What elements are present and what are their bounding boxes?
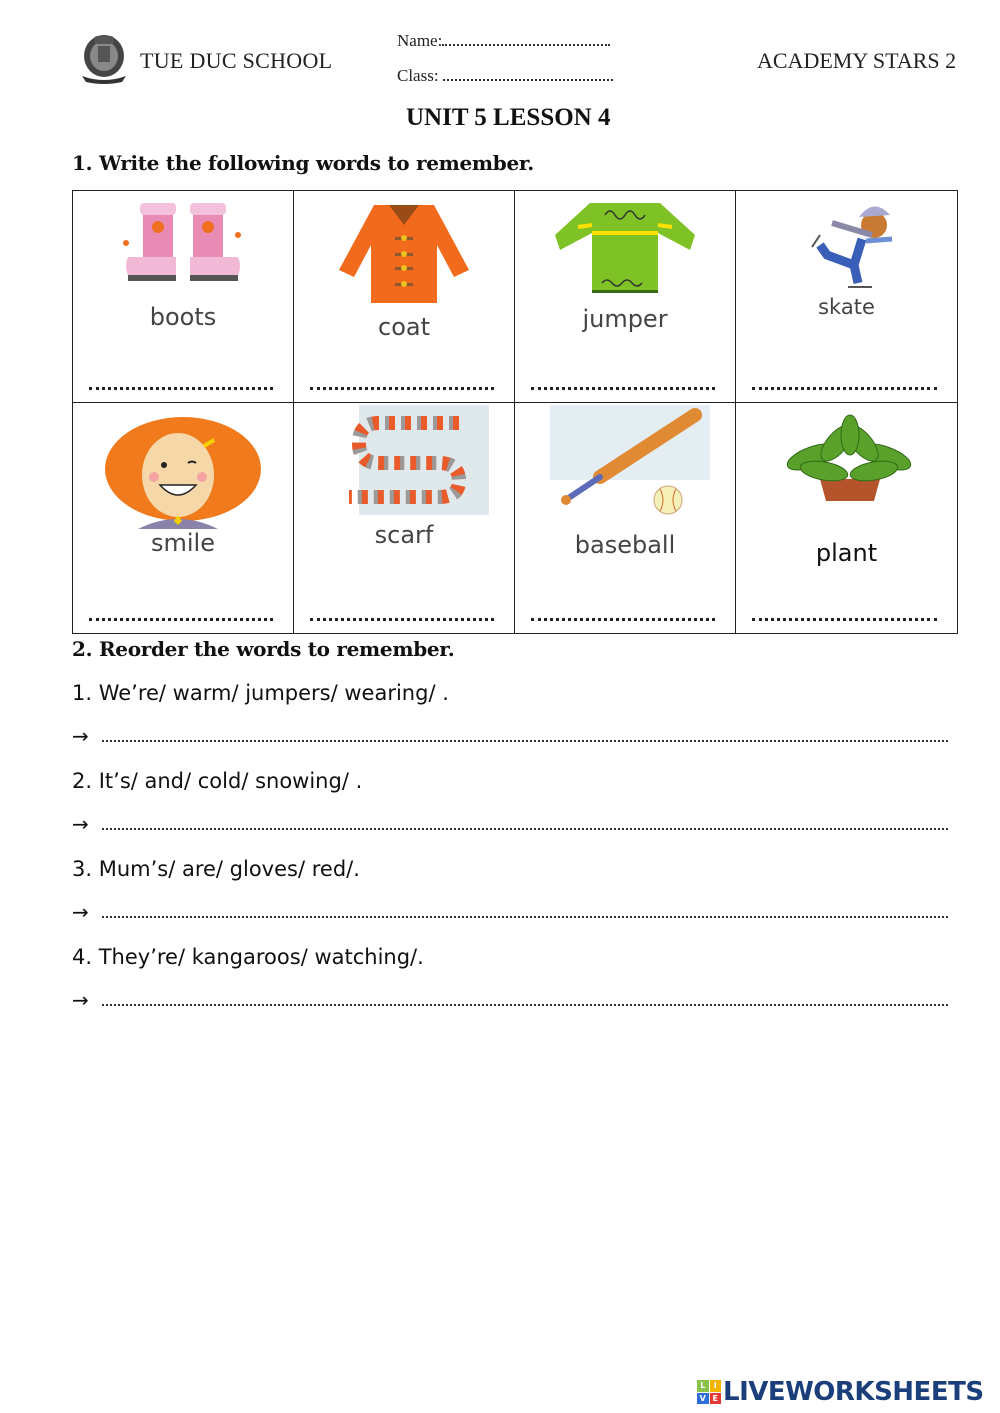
answer-line-4[interactable] xyxy=(72,988,948,1014)
coat-icon xyxy=(319,195,489,295)
vocab-card-baseball xyxy=(515,403,736,633)
vocab-card-plant xyxy=(736,403,957,633)
answer-blank[interactable] xyxy=(531,612,715,621)
answer-blank[interactable] xyxy=(752,612,937,621)
badge-letter: I xyxy=(710,1380,722,1392)
vocab-card-jumper xyxy=(515,191,736,403)
badge-letter: V xyxy=(697,1393,709,1405)
vocab-card-scarf xyxy=(294,403,515,633)
answer-blank[interactable] xyxy=(89,381,273,390)
vocab-card-coat xyxy=(294,191,515,403)
answer-blank[interactable] xyxy=(102,916,948,918)
vocab-word: smile xyxy=(151,529,215,557)
jumper-icon xyxy=(540,195,710,295)
answer-blank[interactable] xyxy=(310,612,494,621)
vocabulary-grid xyxy=(72,190,958,634)
answer-blank[interactable] xyxy=(89,612,273,621)
name-field[interactable] xyxy=(397,30,610,51)
answer-blank[interactable] xyxy=(310,381,494,390)
vocab-card-boots xyxy=(73,191,294,403)
reorder-prompt-3: 3. Mum’s/ are/ gloves/ red/. xyxy=(72,857,360,881)
answer-blank[interactable] xyxy=(102,740,948,742)
section-2-title: 2. Reorder the words to remember. xyxy=(72,637,455,661)
skater-icon xyxy=(762,195,932,295)
vocab-word: skate xyxy=(818,295,875,319)
scarf-icon xyxy=(319,405,489,515)
answer-line-1[interactable] xyxy=(72,724,948,750)
baseball-bat-icon xyxy=(540,405,710,517)
page-title: UNIT 5 LESSON 4 xyxy=(406,104,611,131)
vocab-card-skate xyxy=(736,191,957,403)
vocab-word: baseball xyxy=(574,531,676,559)
answer-line-2[interactable] xyxy=(72,812,948,838)
smiling-girl-icon xyxy=(98,413,268,529)
answer-blank[interactable] xyxy=(102,1004,948,1006)
vocab-word: scarf xyxy=(374,521,434,549)
class-label: Class: xyxy=(397,66,439,85)
liveworksheets-logo xyxy=(697,1377,984,1407)
vocab-word: coat xyxy=(378,313,430,341)
badge-letter: L xyxy=(697,1380,709,1392)
vocab-word: plant xyxy=(815,539,878,567)
course-name: ACADEMY STARS 2 xyxy=(757,48,957,73)
answer-blank[interactable] xyxy=(102,828,948,830)
vocab-card-smile xyxy=(73,403,294,633)
answer-blank[interactable] xyxy=(531,381,715,390)
arrow-icon: → xyxy=(72,988,89,1012)
reorder-prompt-4: 4. They’re/ kangaroos/ watching/. xyxy=(72,945,424,969)
reorder-prompt-2: 2. It’s/ and/ cold/ snowing/ . xyxy=(72,769,363,793)
school-name: TUE DUC SCHOOL xyxy=(140,48,333,73)
section-1-title: 1. Write the following words to remember. xyxy=(72,151,534,175)
answer-blank[interactable] xyxy=(752,381,937,390)
potted-plant-icon xyxy=(762,405,932,517)
name-blank[interactable] xyxy=(442,30,610,46)
reorder-prompt-1: 1. We’re/ warm/ jumpers/ wearing/ . xyxy=(72,681,449,705)
vocab-word: boots xyxy=(149,303,217,331)
arrow-icon: → xyxy=(72,724,89,748)
answer-line-3[interactable] xyxy=(72,900,948,926)
badge-letter: E xyxy=(710,1393,722,1405)
brand-name: LIVEWORKSHEETS xyxy=(723,1377,984,1407)
class-field[interactable] xyxy=(397,65,613,86)
class-blank[interactable] xyxy=(443,65,613,81)
arrow-icon: → xyxy=(72,812,89,836)
school-logo xyxy=(80,30,128,84)
arrow-icon: → xyxy=(72,900,89,924)
vocab-word: jumper xyxy=(582,305,668,333)
boots-icon xyxy=(98,195,268,295)
name-label: Name: xyxy=(397,31,443,50)
live-badge-icon xyxy=(697,1380,721,1404)
